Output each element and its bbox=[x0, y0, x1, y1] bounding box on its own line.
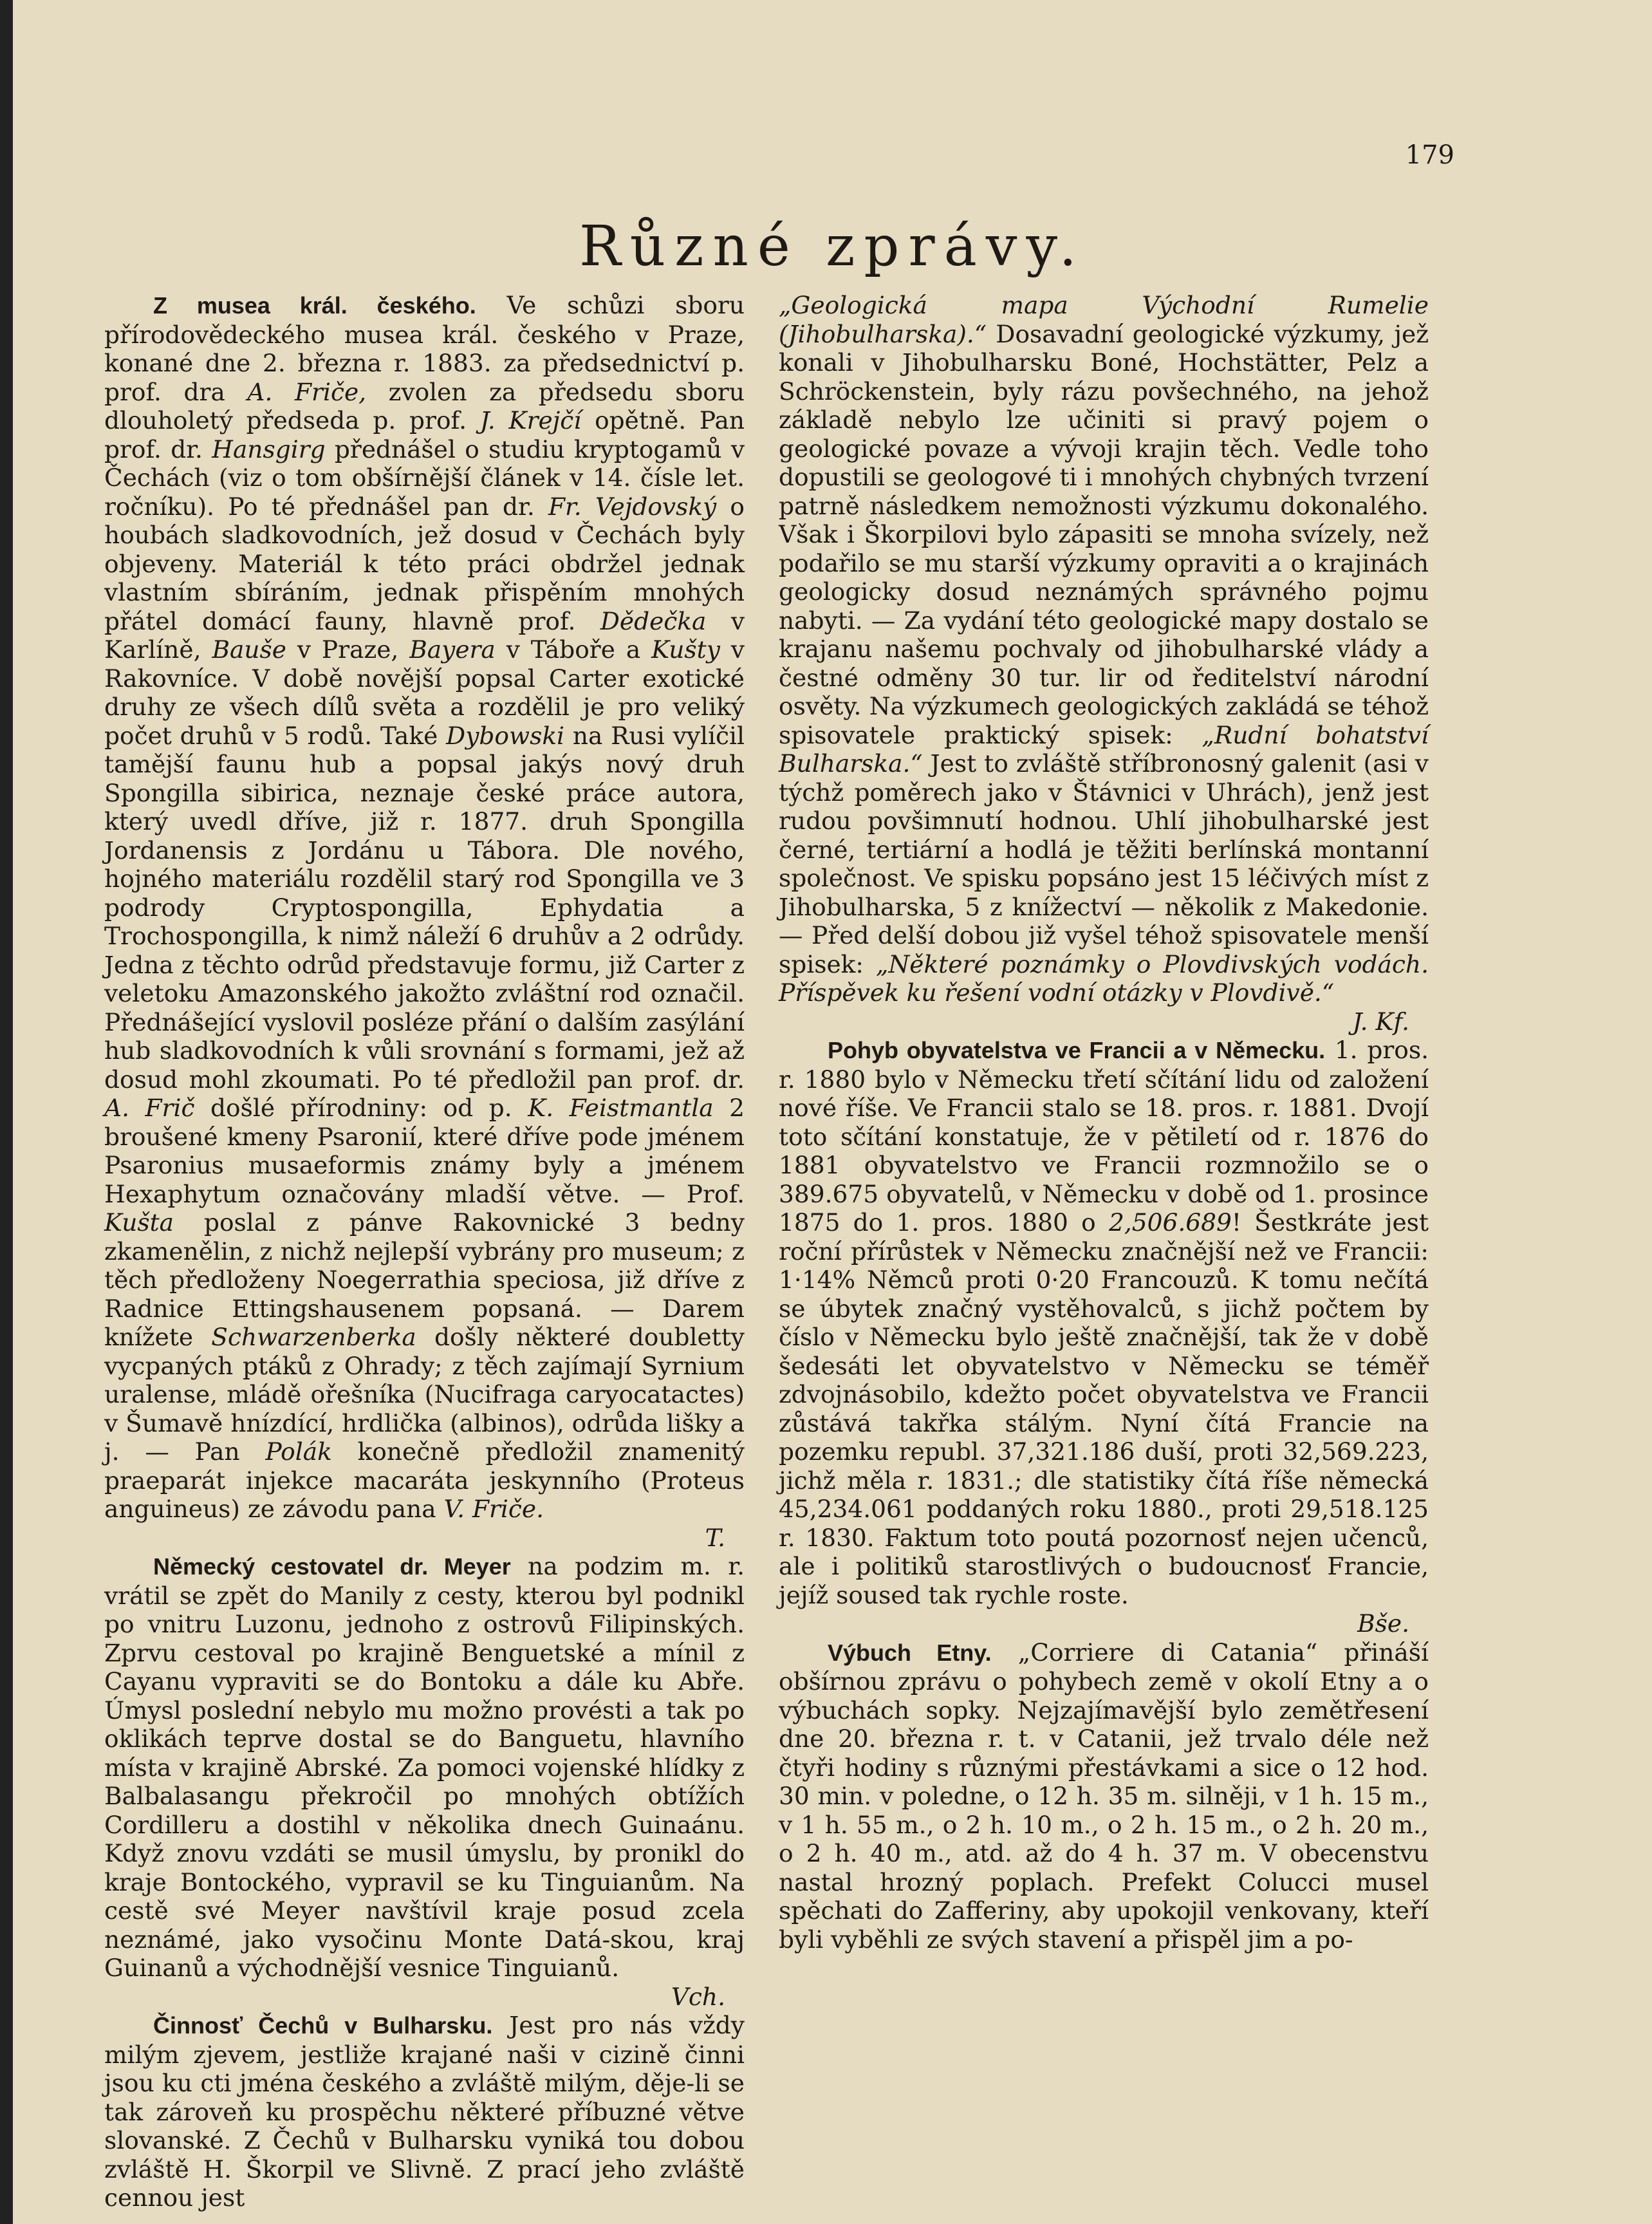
body-text: na podzim m. r. vrátil se zpět do Manily z cesty, kterou byl podnikl po vnitru Luzonu, jednoho z ostrovů Filipinských. Zprvu cestoval po krajině Benguetské a mínil z Cayanu vypraviti se do Bontoku a dále ku Abře. Úmysl poslední nebylo mu možno provésti a tak po oklikách teprve dostal se do Banguetu, hlavního místa v krajině Abrské. Za pomoci vojenské hlídky z Balbalasangu překročil po mnohých obtížích Cordilleru a dostihl v několika dnech Guinaánu. Když znovu vzdáti se musil úmyslu, by pronikl do kraje Bontockého, vypravil se ku Tinguianům. Na cestě své Meyer navštívil kraje posud zcela neznámé, jako vysočinu Monte Datá-skou, kraj Guinanů a východnější vesnice Tinguianů. bbox=[104, 1552, 745, 1982]
body-text: Dosavadní geologické výzkumy, jež konali v Jihobulharsku Boné, Hochstätter, Pelz a Schröckenstein, byly rázu povšechného, na jehož základě nebylo lze učiniti si pravý pojem o geologické povaze a vývoji krajin těch. Vedle toho dopustili se geologové ti i mnohých chybných tvrzení patrně následkem nemožnosti výzkumu dokonalého. Však i Škorpilovi bylo zápasiti se mnoha svízely, než podařilo se mu starší výzkumy opraviti a o krajinách geologicky dosud neznámých správného pojmu nabyti. — Za vydání této geologické mapy dostalo se krajanu našemu pochvaly od jihobulharské vlády a čestné odměny 30 tur. lir od ředitelství národní osvěty. Na výzkumech geologických zakládá se téhož spisovatele praktický spisek: bbox=[779, 319, 1429, 749]
page-title: Různé zprávy. bbox=[579, 214, 1086, 279]
article-pohyb bbox=[779, 1036, 1429, 1638]
body-text: ! Šestkráte jest roční přírůstek v Německu značnější než ve Francii: 1·14% Němců proti 0·20 Francouzů. K tomu nečítá se úbytek značný vystěhovalců, s jichž počtem by číslo v Německu bylo ještě značnější, tak že v době šedesáti let obyvatelstvo v Německu se téměř zdvojnásobilo, kdežto počet obyvatelstva ve Francii zůstává takřka stálým. Nyní čítá Francie na pozemku republ. 37,321.186 duší, proti 32,569.223, jichž měla r. 1831.; dle statistiky čítá říše německá 45,234.061 poddaných roku 1880., proti 29,518.125 r. 1830. Faktum toto poutá pozornosť nejen učenců, ale i politiků starostlivých o budoucnosť Francie, jejíž soused tak rychle roste. bbox=[779, 1208, 1429, 1609]
page-number: 179 bbox=[1405, 140, 1454, 170]
body-text: Jest pro nás vždy milým zjevem, jestliže krajané naši v cizině činni jsou ku cti jména českého a zvláště milým, děje-li se tak zároveň ku prospěchu některé příbuzné větve slovanské. Z Čechů v Bulharsku vyniká tou dobou zvláště H. Škorpil ve Slivně. Z prací jeho zvláště cennou jest bbox=[104, 2011, 745, 2212]
page bbox=[13, 0, 1652, 2224]
article-heading: Německý cestovatel dr. Meyer bbox=[153, 1553, 511, 1580]
italic-text: „Geologická mapa Východní Rumelie (Jihobulharska).“ bbox=[779, 291, 1429, 348]
body-text: 1. pros. r. 1880 bylo v Německu třetí sčítání lidu od založení nové říše. Ve Francii stalo se 18. pros. r. 1881. Dvojí toto sčítání konstatuje, že v pětiletí od r. 1876 do 1881 obyvatelstvo ve Francii rozmnožilo se o 389.675 obyvatelů, v Německu v době od 1. prosince 1875 do 1. pros. 1880 o bbox=[779, 1036, 1429, 1237]
body-text: došly některé doubletty vycpaných ptáků z Ohrady; z těch zajímají Syrnium uralense, mládě ořešníka (Nucifraga caryocatactes) v Šumavě hnízdící, hrdlička (albinos), odrůda lišky a j. — Pan bbox=[104, 1323, 745, 1466]
body-text: v Praze, bbox=[286, 635, 410, 664]
body-text: došlé přírodniny: od p. bbox=[194, 1094, 528, 1122]
italic-text: V. Friče. bbox=[443, 1495, 544, 1523]
italic-text: Schwarzenberka bbox=[211, 1323, 416, 1351]
body-text: v Karlíně, bbox=[104, 606, 745, 664]
body-text: konečně předložil znamenitý praeparát injekce macaráta jeskynního (Proteus anguineus) ze závodu pana bbox=[104, 1437, 745, 1523]
body-text: Ve schůzi sboru přírodovědeckého musea král. českého v Praze, konané dne 2. března r. 1883. za předsednictví p. prof. dra bbox=[104, 291, 745, 406]
body-text: poslal z pánve Rakovnické 3 bedny zkamenělin, z nichž nejlepší vybrány pro museum; z těch předloženy Noegerrathia speciosa, již dříve z Radnice Ettingshausenem popsaná. — Darem knížete bbox=[104, 1208, 745, 1351]
body-text: na Rusi vylíčil tamější faunu hub a popsal jakýs nový druh Spongilla sibirica, neznaje české práce autora, který uvedl dříve, již r. 1877. druh Spongilla Jordanensis z Jordánu u Tábora. Dle nového, hojného materiálu rozdělil starý rod Spongilla ve 3 podrody Cryptospongilla, Ephydatia a Trochospongilla, k nimž náleží 6 druhův a 2 odrůdy. Jedna z těchto odrůd představuje formu, již Carter z veletoku Amazonského jakožto zvláštní rod označil. Přednášející vyslovil posléze přání o dalším zasýlání hub sladkovodních k vůli srovnání s formami, jež až dosud mohl zkoumati. Po té předložil pan prof. dr. bbox=[104, 721, 745, 1094]
article-etna bbox=[779, 1638, 1429, 1954]
italic-text: J. Krejčí bbox=[479, 406, 582, 435]
italic-text: Bayera bbox=[409, 635, 496, 664]
article-bulharsko-continued bbox=[779, 291, 1429, 1036]
body-text: 2 broušené kmeny Psaronií, které dříve pode jménem Psaronius musaeformis známy byly a jménem Hexaphytum označovány mladší větve. — Prof. bbox=[104, 1094, 745, 1208]
italic-text: Kušta bbox=[104, 1208, 174, 1237]
author-signature: J. Kf. bbox=[1352, 1007, 1409, 1036]
body-text: přednášel o studiu kryptogamů v Čechách (viz o tom obšírnější článek v 14. čísle let. ročníku). Po té přednášel pan dr. bbox=[104, 435, 745, 521]
italic-text: Hansgirg bbox=[212, 435, 326, 463]
author-signature: Bše. bbox=[1357, 1609, 1409, 1638]
italic-text: „Některé poznámky o Plovdivských vodách. Příspěvek ku řešení vodní otázky v Plovdivě.“ bbox=[779, 949, 1429, 1007]
body-text: o houbách sladkovodních, jež dosud v Čechách byly objeveny. Materiál k této práci obdržel jednak vlastním sbíráním, jednak přispěním mnohých přátel domácí fauny, hlavně prof. bbox=[104, 492, 745, 635]
italic-text: 2,506.689 bbox=[1108, 1208, 1232, 1237]
article-heading: Z musea král. českého. bbox=[153, 292, 476, 319]
article-bulharsko bbox=[104, 2011, 745, 2212]
body-text: opětně. Pan prof. dr. bbox=[104, 406, 745, 463]
left-column bbox=[104, 291, 745, 2212]
author-signature: T. bbox=[705, 1523, 725, 1552]
body-text: v Táboře a bbox=[495, 635, 652, 664]
article-meyer bbox=[104, 1552, 745, 2011]
italic-text: „Rudní bohatství Bulharska.“ bbox=[779, 720, 1429, 778]
italic-text: Kušty bbox=[651, 635, 720, 664]
author-signature: Vch. bbox=[671, 1982, 725, 2011]
italic-text: Dědečka bbox=[600, 606, 707, 635]
article-heading: Výbuch Etny. bbox=[828, 1639, 992, 1666]
article-heading: Pohyb obyvatelstva ve Francii a v Německu. bbox=[828, 1037, 1326, 1063]
body-text: „Corriere di Catania“ přináší obšírnou zprávu o pohybech země v okolí Etny a o výbuchách sopky. Nejzajímavější bylo zemětřesení dne 20. března r. t. v Catanii, jež trvalo déle než čtyři hodiny s různými přestávkami a sice o 12 hod. 30 min. v poledne, o 12 h. 35 m. silněji, v 1 h. 15 m., v 1 h. 55 m., o 2 h. 10 m., o 2 h. 15 m., o 2 h. 20 m., o 2 h. 40 m., atd. až do 4 h. 37 m. V obecenstvu nastal hrozný poplach. Prefekt Colucci musel spěchati do Zafferiny, aby upokojil venkovany, kteří byli vyběhli ze svých stavení a přispěl jim a po- bbox=[779, 1638, 1429, 1954]
italic-text: Bauše bbox=[212, 635, 286, 664]
italic-text: Polák bbox=[265, 1437, 332, 1466]
italic-text: Dybowski bbox=[446, 721, 565, 750]
body-text: Jest to zvláště stříbronosný galenit (asi v týchž poměrech jako v Štávnici v Uhrách), jenž jest rudou povšimnutí hodnou. Uhlí jihobulharské jest černé, tertiární a hodlá je těžiti berlínská montanní společnost. Ve spisku popsáno jest 15 léčivých míst z Jihobulharska, 5 z knížectví — několik z Makedonie. — Před delší dobou již vyšel téhož spisovatele menší spisek: bbox=[779, 749, 1429, 978]
italic-text: A. Friče, bbox=[247, 377, 367, 406]
italic-text: K. Feistmantla bbox=[528, 1094, 714, 1122]
article-musea bbox=[104, 291, 745, 1552]
italic-text: Fr. Vejdovský bbox=[548, 492, 717, 521]
italic-text: A. Frič bbox=[104, 1094, 195, 1122]
body-text: zvolen za předsedu sboru dlouholetý předseda p. prof. bbox=[104, 377, 745, 435]
body-text: v Rakovníce. V době novější popsal Carter exotické druhy ze všech dílů světa a rozdělil je pro veliký počet druhů v 5 rodů. Také bbox=[104, 635, 745, 750]
right-column bbox=[779, 291, 1429, 1954]
article-heading: Činnosť Čechů v Bulharsku. bbox=[153, 2012, 493, 2039]
